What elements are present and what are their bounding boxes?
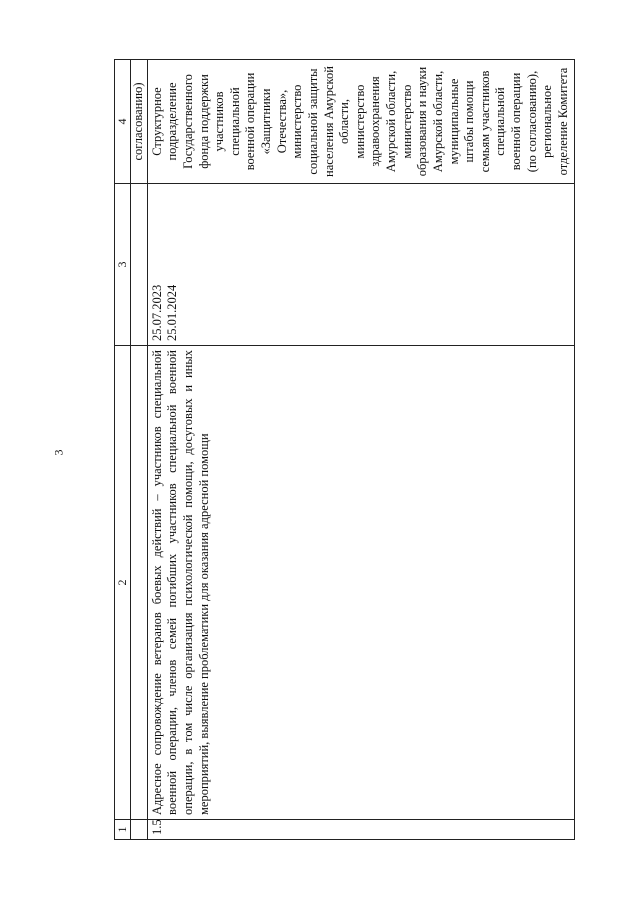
header-col-4: 4 bbox=[115, 60, 131, 184]
date-end: 25.01.2024 bbox=[165, 284, 180, 341]
table-row bbox=[147, 60, 574, 840]
table-viewport bbox=[114, 60, 570, 840]
header-col-2: 2 bbox=[115, 346, 131, 820]
date-start: 25.07.2023 bbox=[149, 284, 164, 341]
header-col-3: 3 bbox=[115, 184, 131, 346]
page-number: 3 bbox=[51, 449, 66, 456]
continuation-text: согласованию) bbox=[131, 60, 148, 184]
header-col-1: 1 bbox=[115, 820, 131, 840]
continuation-row bbox=[131, 60, 148, 840]
continuation-cell-2 bbox=[131, 346, 148, 820]
row-description: Адресное сопровождение ветеранов боевых действий – участников специальной военной операции, членов семей погибших участников специальной военной операции, в том числе организация психологической помощи, досуговых и иных мероприятий, выявление проблематики для оказания адресной помощи bbox=[147, 346, 574, 820]
row-responsible: Структурное подразделение Государственного фонда поддержки участников специальной военной операции «Защитники Отечества», министерство социальной защиты населения Амурской области, министерство здравоохранения Амурской области, министерство образования и науки Амурской области, муниципальные штабы помощи семьям участников специальной военной операции (по согласованию), региональное отделение Комитета bbox=[147, 60, 574, 184]
header-row bbox=[115, 60, 131, 840]
rotated-page bbox=[114, 60, 570, 840]
events-table bbox=[114, 59, 575, 840]
continuation-cell-3 bbox=[131, 184, 148, 346]
row-number: 1.5 bbox=[147, 820, 574, 840]
continuation-cell-1 bbox=[131, 820, 148, 840]
row-dates bbox=[147, 184, 574, 346]
